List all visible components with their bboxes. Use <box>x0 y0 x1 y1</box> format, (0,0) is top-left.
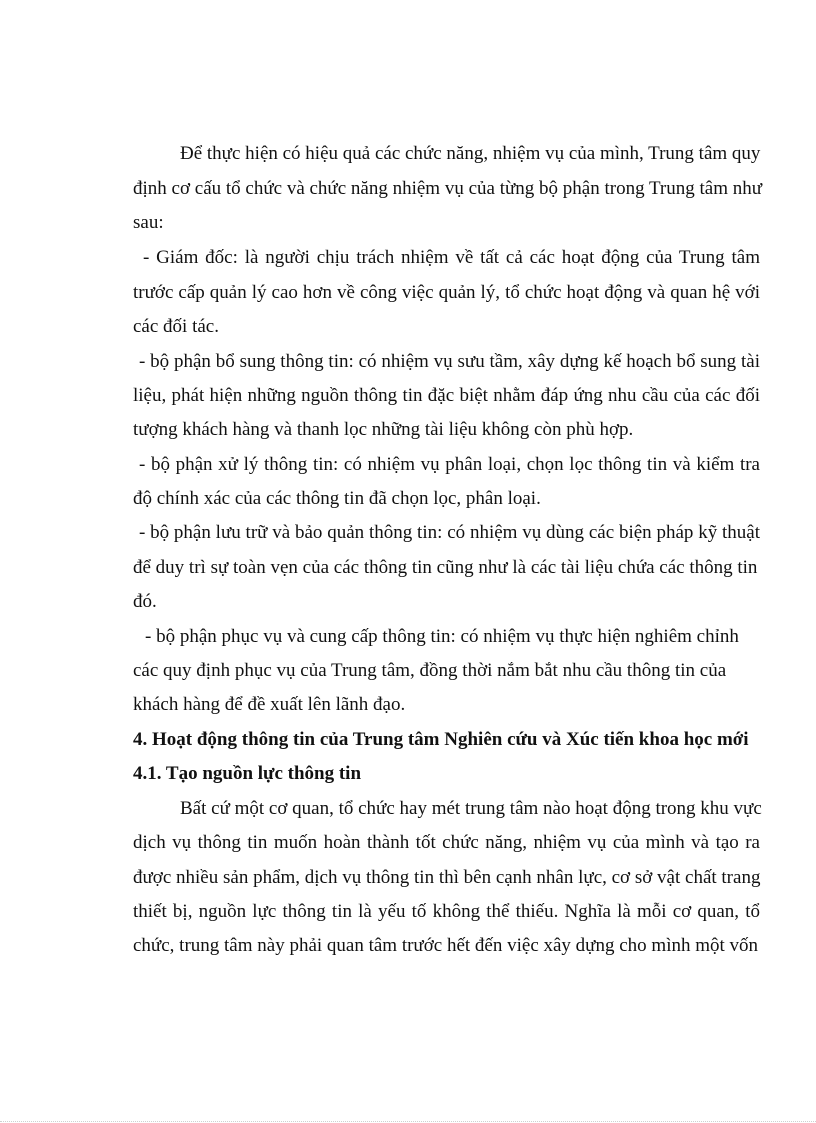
item-luu-tru-line-3: đó. <box>133 591 157 612</box>
page-bottom-divider <box>0 1121 816 1122</box>
item-phuc-vu-line-2: các quy định phục vụ của Trung tâm, đồng thời nắm bắt nhu cầu thông tin của <box>133 660 727 681</box>
paragraph-resources-line-4: thiết bị, nguồn lực thông tin là yếu tố không thể thiếu. Nghĩa là mỗi cơ quan, tổ <box>133 901 760 922</box>
item-phuc-vu-line-3: khách hàng để đề xuất lên lãnh đạo. <box>133 694 406 715</box>
item-bo-sung-line-2: liệu, phát hiện những nguồn thông tin đặc biệt nhằm đáp ứng nhu cầu của các đối <box>133 385 760 406</box>
paragraph-intro-line-1: Để thực hiện có hiệu quả các chức năng, nhiệm vụ của mình, Trung tâm quy <box>180 143 761 164</box>
item-bo-sung-line-3: tượng khách hàng và thanh lọc những tài liệu không còn phù hợp. <box>133 419 634 440</box>
section-heading-4: 4. Hoạt động thông tin của Trung tâm Nghiên cứu và Xúc tiến khoa học mới <box>133 729 749 750</box>
item-luu-tru-line-2: để duy trì sự toàn vẹn của các thông tin cũng như là các tài liệu chứa các thông tin <box>133 557 758 578</box>
paragraph-intro-line-2: định cơ cấu tổ chức và chức năng nhiệm vụ của từng bộ phận trong Trung tâm như <box>133 178 763 199</box>
paragraph-resources-line-5: chức, trung tâm này phải quan tâm trước hết đến việc xây dựng cho mình một vốn <box>133 935 759 956</box>
section-heading-4-1: 4.1. Tạo nguồn lực thông tin <box>133 763 362 784</box>
paragraph-intro-line-3: sau: <box>133 212 164 233</box>
item-phuc-vu-line-1: - bộ phận phục vụ và cung cấp thông tin: có nhiệm vụ thực hiện nghiêm chỉnh <box>145 626 739 647</box>
paragraph-resources-line-2: dịch vụ thông tin muốn hoàn thành tốt chức năng, nhiệm vụ của mình và tạo ra <box>133 832 760 853</box>
item-bo-sung-line-1: - bộ phận bổ sung thông tin: có nhiệm vụ sưu tầm, xây dựng kế hoạch bổ sung tài <box>139 351 760 372</box>
item-luu-tru-line-1: - bộ phận lưu trữ và bảo quản thông tin: có nhiệm vụ dùng các biện pháp kỹ thuật <box>139 522 760 543</box>
item-giam-doc-line-1: - Giám đốc: là người chịu trách nhiệm về tất cả các hoạt động của Trung tâm <box>143 247 760 268</box>
paragraph-resources-line-3: được nhiều sản phẩm, dịch vụ thông tin thì bên cạnh nhân lực, cơ sở vật chất trang <box>133 867 761 888</box>
item-giam-doc-line-2: trước cấp quản lý cao hơn về công việc quản lý, tổ chức hoạt động và quan hệ với <box>133 282 760 303</box>
item-xu-ly-line-1: - bộ phận xử lý thông tin: có nhiệm vụ phân loại, chọn lọc thông tin và kiểm tra <box>139 454 760 475</box>
item-giam-doc-line-3: các đối tác. <box>133 316 219 337</box>
paragraph-resources-line-1: Bất cứ một cơ quan, tổ chức hay mét trung tâm nào hoạt động trong khu vực <box>180 798 762 819</box>
item-xu-ly-line-2: độ chính xác của các thông tin đã chọn lọc, phân loại. <box>133 488 541 509</box>
